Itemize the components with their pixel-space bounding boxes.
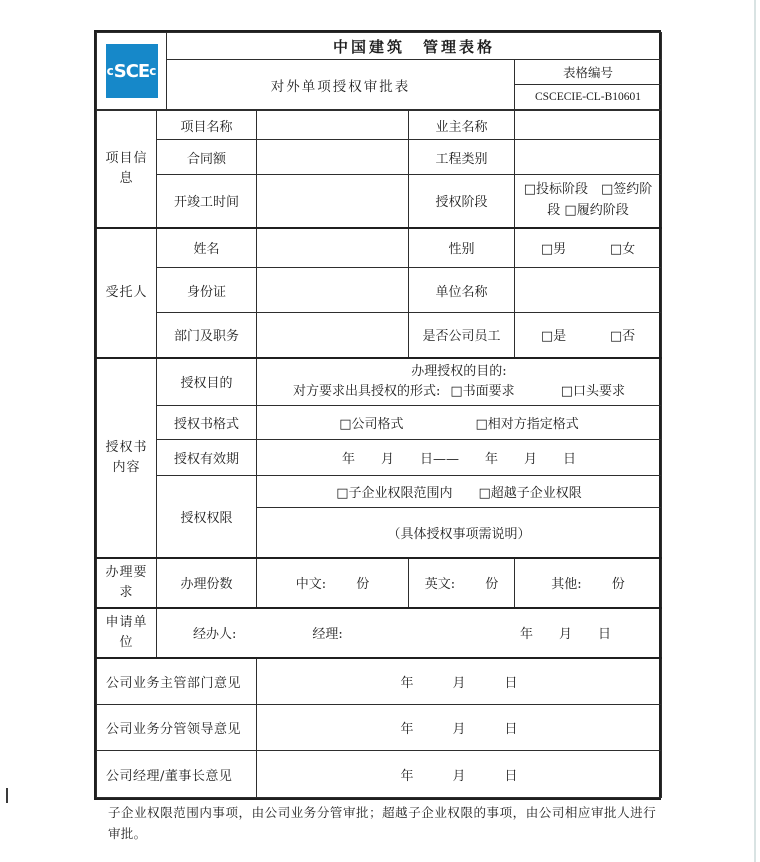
- start-end-dates-field[interactable]: [257, 175, 409, 228]
- authority-scope-note-field[interactable]: （具体授权事项需说明）: [257, 508, 662, 558]
- authorization-stage-checkboxes[interactable]: □投标阶段 □签约阶段 □履约阶段: [515, 175, 662, 228]
- project-name-label: 项目名称: [157, 111, 257, 140]
- authorization-purpose-cell: [257, 358, 662, 406]
- leader-opinion-label: 公司业务分管领导意见: [97, 705, 257, 751]
- manager-label: 经理:: [312, 627, 343, 642]
- owner-name-field[interactable]: [515, 111, 662, 140]
- applicant-date: 年 月 日: [519, 627, 611, 642]
- gm-opinion-field[interactable]: 年 月 日: [257, 751, 662, 798]
- start-end-dates-label: 开竣工时间: [157, 175, 257, 228]
- form-body: [96, 110, 662, 798]
- approval-form-table: [94, 30, 661, 800]
- logo-letters: SCE: [113, 60, 150, 82]
- section-applicant-unit: 申请单位: [97, 608, 157, 658]
- validity-period-field[interactable]: 年 月 日—— 年 月 日: [257, 440, 662, 476]
- gender-checkbox-cell: [515, 228, 662, 268]
- form-title: 中国建筑 管理表格: [167, 33, 662, 60]
- copies-unit: 份: [485, 577, 499, 592]
- contract-amount-field[interactable]: [257, 140, 409, 175]
- copies-english-field[interactable]: [409, 558, 515, 608]
- form-header: [96, 32, 662, 110]
- checkbox-employee-no[interactable]: □否: [609, 329, 636, 345]
- authorization-stage-label: 授权阶段: [409, 175, 515, 228]
- copies-other-field[interactable]: [515, 558, 662, 608]
- is-employee-label: 是否公司员工: [409, 313, 515, 358]
- checkbox-female[interactable]: □女: [609, 242, 636, 258]
- cscec-logo-icon: [106, 44, 158, 98]
- is-employee-checkbox-cell: [515, 313, 662, 358]
- dept-position-label: 部门及职务: [157, 313, 257, 358]
- checkbox-male[interactable]: □男: [540, 242, 567, 258]
- checkbox-within-subsidiary-authority[interactable]: □子企业权限范围内: [336, 486, 453, 501]
- trustee-name-field[interactable]: [257, 228, 409, 268]
- page-corner-mark: [6, 788, 8, 803]
- checkbox-counterparty-format[interactable]: □相对方指定格式: [475, 417, 579, 432]
- copies-count-label: 办理份数: [157, 558, 257, 608]
- copies-chinese-field[interactable]: [257, 558, 409, 608]
- checkbox-oral-request[interactable]: □口头要求: [560, 383, 625, 399]
- trustee-name-label: 姓名: [157, 228, 257, 268]
- checkbox-company-format[interactable]: □公司格式: [339, 417, 404, 432]
- logo-letter: c: [106, 64, 114, 78]
- section-processing-requirements: 办理要求: [97, 558, 157, 608]
- footer-note: 子企业权限范围内事项，由公司业务分管审批；超越子企业权限的事项，由公司相应审批人进行审批。: [108, 805, 656, 841]
- letter-format-label: 授权书格式: [157, 406, 257, 440]
- form-no-label: 表格编号: [515, 60, 662, 85]
- authority-scope-label: 授权权限: [157, 476, 257, 558]
- leader-opinion-field[interactable]: 年 月 日: [257, 705, 662, 751]
- form-subtitle: 对外单项授权审批表: [167, 60, 515, 110]
- id-card-field[interactable]: [257, 268, 409, 313]
- copies-unit: 份: [611, 577, 625, 592]
- logo-cell: [97, 33, 167, 110]
- dept-opinion-label: 公司业务主管部门意见: [97, 658, 257, 705]
- project-name-field[interactable]: [257, 111, 409, 140]
- dept-position-field[interactable]: [257, 313, 409, 358]
- section-trustee: 受托人: [97, 228, 157, 358]
- logo-letter: c: [149, 64, 157, 78]
- purpose-line1: 办理授权的目的:: [411, 363, 507, 379]
- section-authorization-content: 授权书内容: [97, 358, 157, 558]
- chinese-label: 中文:: [295, 577, 327, 592]
- copies-unit: 份: [356, 577, 370, 592]
- english-label: 英文:: [424, 577, 456, 592]
- page-edge-line: [754, 0, 756, 862]
- authority-scope-checkbox-cell: [257, 476, 662, 508]
- applicant-signature-cell[interactable]: [157, 608, 662, 658]
- checkbox-beyond-subsidiary-authority[interactable]: □超越子企业权限: [478, 486, 582, 501]
- letter-format-cell: [257, 406, 662, 440]
- handler-label: 经办人:: [193, 627, 237, 642]
- owner-name-label: 业主名称: [409, 111, 515, 140]
- purpose-form-prefix: 对方要求出具授权的形式:: [293, 383, 441, 399]
- gender-label: 性别: [409, 228, 515, 268]
- gm-opinion-label: 公司经理/董事长意见: [97, 751, 257, 798]
- dept-opinion-field[interactable]: 年 月 日: [257, 658, 662, 705]
- project-category-field[interactable]: [515, 140, 662, 175]
- contract-amount-label: 合同额: [157, 140, 257, 175]
- validity-period-label: 授权有效期: [157, 440, 257, 476]
- other-label: 其他:: [551, 577, 582, 592]
- checkbox-employee-yes[interactable]: □是: [540, 329, 567, 345]
- unit-name-label: 单位名称: [409, 268, 515, 313]
- section-project-info: 项目信息: [97, 111, 157, 228]
- form-no-value: CSCECIE-CL-B10601: [515, 85, 662, 110]
- id-card-label: 身份证: [157, 268, 257, 313]
- unit-name-field[interactable]: [515, 268, 662, 313]
- checkbox-written-request[interactable]: □书面要求: [450, 383, 515, 399]
- project-category-label: 工程类别: [409, 140, 515, 175]
- authorization-purpose-label: 授权目的: [157, 358, 257, 406]
